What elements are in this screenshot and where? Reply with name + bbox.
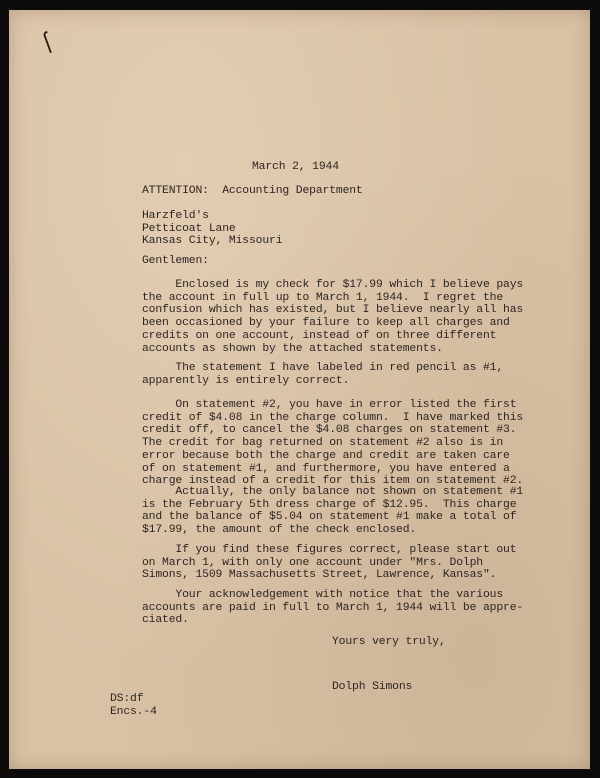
pencil-mark xyxy=(42,31,54,53)
text-line: Your acknowledgement with notice that the various xyxy=(142,589,504,601)
signature-name: Dolph Simons xyxy=(332,681,413,693)
closing: Yours very truly, xyxy=(332,636,446,648)
attention-line: ATTENTION: Accounting Department xyxy=(142,185,363,197)
paragraph-1 xyxy=(142,279,523,355)
text-line: On statement #2, you have in error listed the first xyxy=(142,399,517,411)
letter-page xyxy=(9,10,590,769)
text-line: The credit for bag returned on statement #2 also is in xyxy=(142,437,504,450)
text-line: apparently is entirely correct. xyxy=(142,374,350,387)
text-line: credits on one account, instead of on three different xyxy=(142,329,497,342)
text-line: credit of $4.08 in the charge column. I have marked this xyxy=(142,411,524,424)
salutation: Gentlemen: xyxy=(142,255,209,267)
text-line: error because both the charge and credit are taken care xyxy=(142,449,510,462)
text-line: accounts as shown by the attached statements. xyxy=(142,342,443,355)
paragraph-4 xyxy=(142,486,523,537)
enclosures-note: Encs.-4 xyxy=(110,706,157,718)
recipient-line: Petticoat Lane xyxy=(142,222,236,235)
text-line: been occasioned by your failure to keep all charges and xyxy=(142,317,510,330)
text-line: Simons, 1509 Massachusetts Street, Lawrence, Kansas". xyxy=(142,569,497,582)
text-line: and the balance of $5.04 on statement #1 make a total of xyxy=(142,511,517,524)
text-line: ciated. xyxy=(142,614,189,627)
letter-date: March 2, 1944 xyxy=(252,161,339,173)
text-line: confusion which has existed, but I believe nearly all has xyxy=(142,304,524,317)
recipient-line: Harzfeld's xyxy=(142,210,209,222)
typist-initials: DS:df xyxy=(110,693,144,705)
paragraph-3 xyxy=(142,399,523,488)
text-line: the account in full up to March 1, 1944. I regret the xyxy=(142,291,504,304)
text-line: is the February 5th dress charge of $12.95. This charge xyxy=(142,498,517,511)
text-line: charge instead of a credit for this item on statement #2. xyxy=(142,475,524,488)
text-line: The statement I have labeled in red pencil as #1, xyxy=(142,362,504,374)
recipient-line: Kansas City, Missouri xyxy=(142,235,283,248)
text-line: $17.99, the amount of the check enclosed. xyxy=(142,524,417,537)
paragraph-2 xyxy=(142,362,503,387)
text-line: Enclosed is my check for $17.99 which I believe pays xyxy=(142,279,524,291)
text-line: Actually, the only balance not shown on statement #1 xyxy=(142,486,524,498)
text-line: of on statement #1, and furthermore, you have entered a xyxy=(142,462,510,475)
text-line: If you find these figures correct, please start out xyxy=(142,544,517,556)
text-line: on March 1, with only one account under "Mrs. Dolph xyxy=(142,556,483,569)
paragraph-6 xyxy=(142,589,523,627)
paragraph-5 xyxy=(142,544,516,582)
text-line: credit off, to cancel the $4.08 charges on statement #3. xyxy=(142,424,517,437)
text-line: accounts are paid in full to March 1, 1944 will be appre- xyxy=(142,601,524,614)
recipient-address xyxy=(142,210,282,248)
